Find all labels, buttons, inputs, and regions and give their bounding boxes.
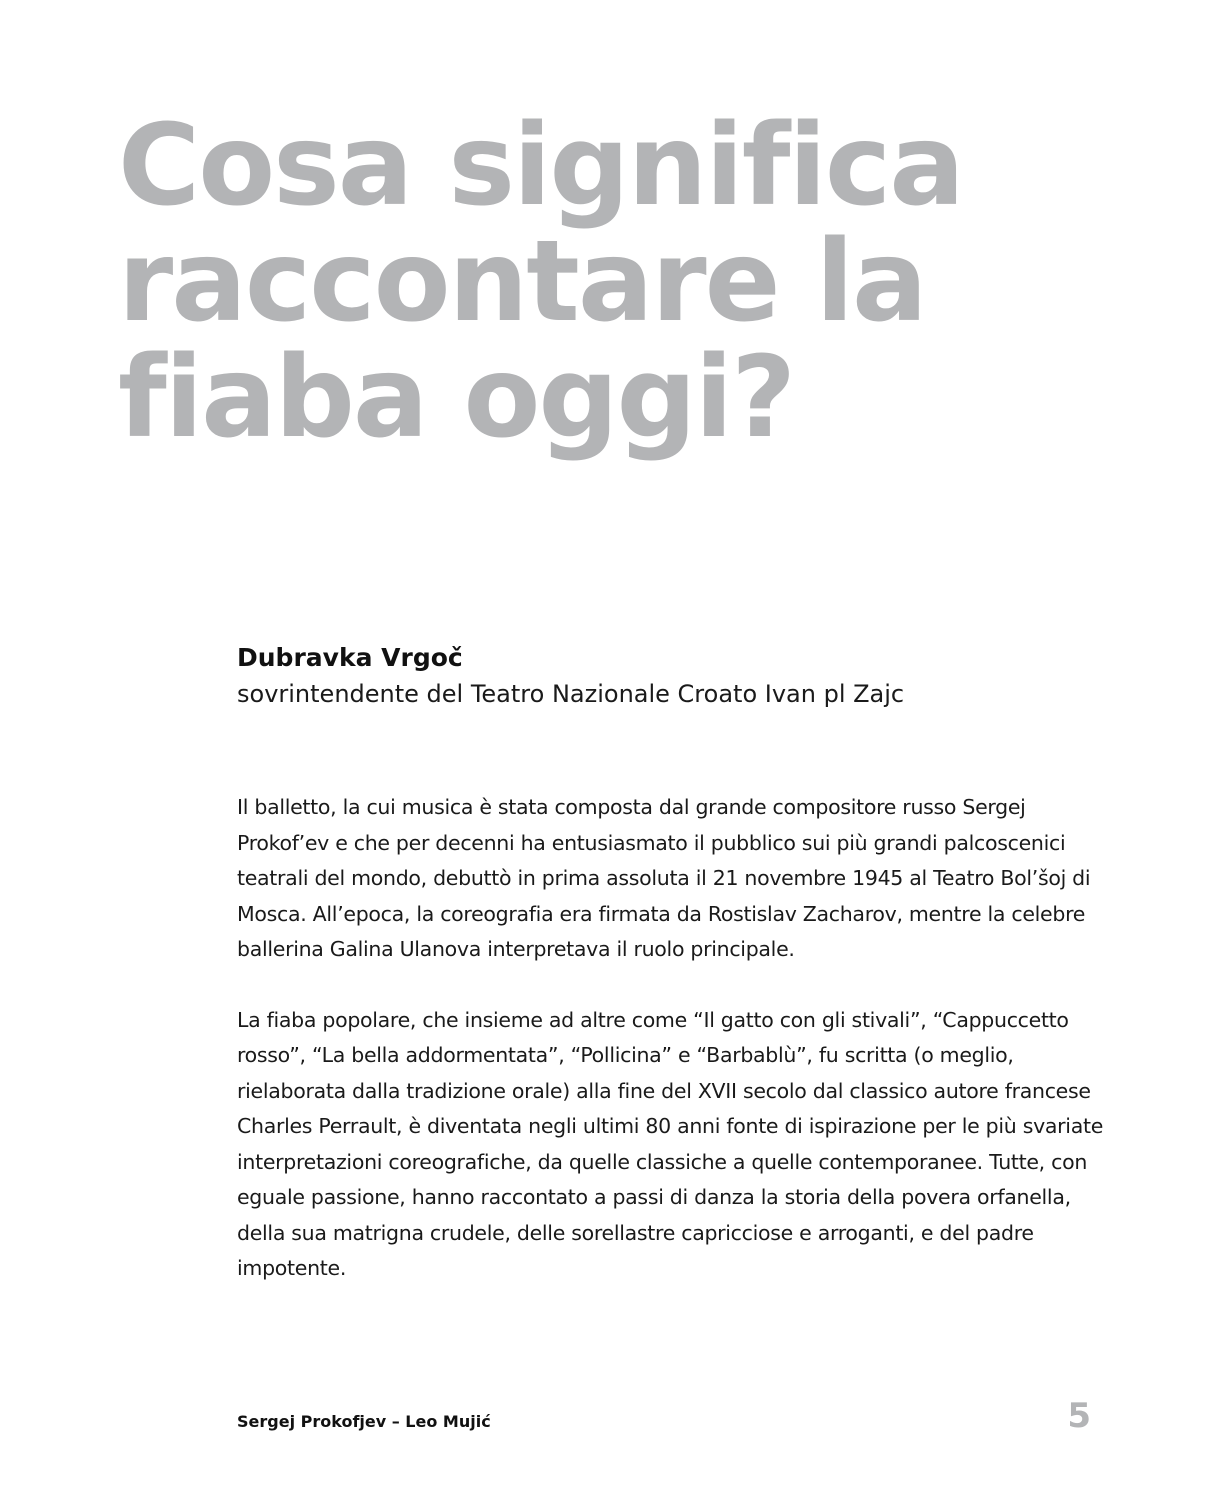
title-line-2: raccontare la (118, 217, 926, 347)
title-line-1: Cosa significa (118, 101, 963, 231)
author-block (237, 640, 1117, 712)
body-paragraph-1: Il balletto, la cui musica è stata composta dal grande compositore russo Sergej Prokof’ev e che per decenni ha entusiasmato il pubblico sui più grandi palcoscenici teatrali del mondo, debuttò in prima assoluta il 21 novembre 1945 al Teatro Bol’šoj di Mosca. All’epoca, la coreografia era firmata da Rostislav Zacharov, mentre la celebre ballerina Galina Ulanova interpretava il ruolo principale. (237, 795, 1091, 961)
running-footer: Sergej Prokofjev – Leo Mujić (237, 1412, 491, 1431)
author-role: sovrintendente del Teatro Nazionale Croato Ivan pl Zajc (237, 680, 905, 708)
page-title (118, 101, 1118, 463)
page-number: 5 (1067, 1396, 1091, 1436)
author-name: Dubravka Vrgoč (237, 643, 463, 672)
body-paragraph-2: La fiaba popolare, che insieme ad altre come “Il gatto con gli stivali”, “Cappuccetto rosso”, “La bella addormentata”, “Pollicina” e “Barbablù”, fu scritta (o meglio, rielaborata dalla tradizione orale) alla fine del XVII secolo dal classico autore francese Charles Perrault, è diventata negli ultimi 80 anni fonte di ispirazione per le più svariate interpretazioni coreografiche, da quelle classiche a quelle contemporanee. Tutte, con eguale passione, hanno raccontato a passi di danza la storia della povera orfanella, della sua matrigna crudele, delle sorellastre capricciose e arroganti, e del padre impotente. (237, 1007, 1104, 1280)
title-line-3: fiaba oggi? (118, 333, 795, 463)
article-body (237, 790, 1107, 1322)
